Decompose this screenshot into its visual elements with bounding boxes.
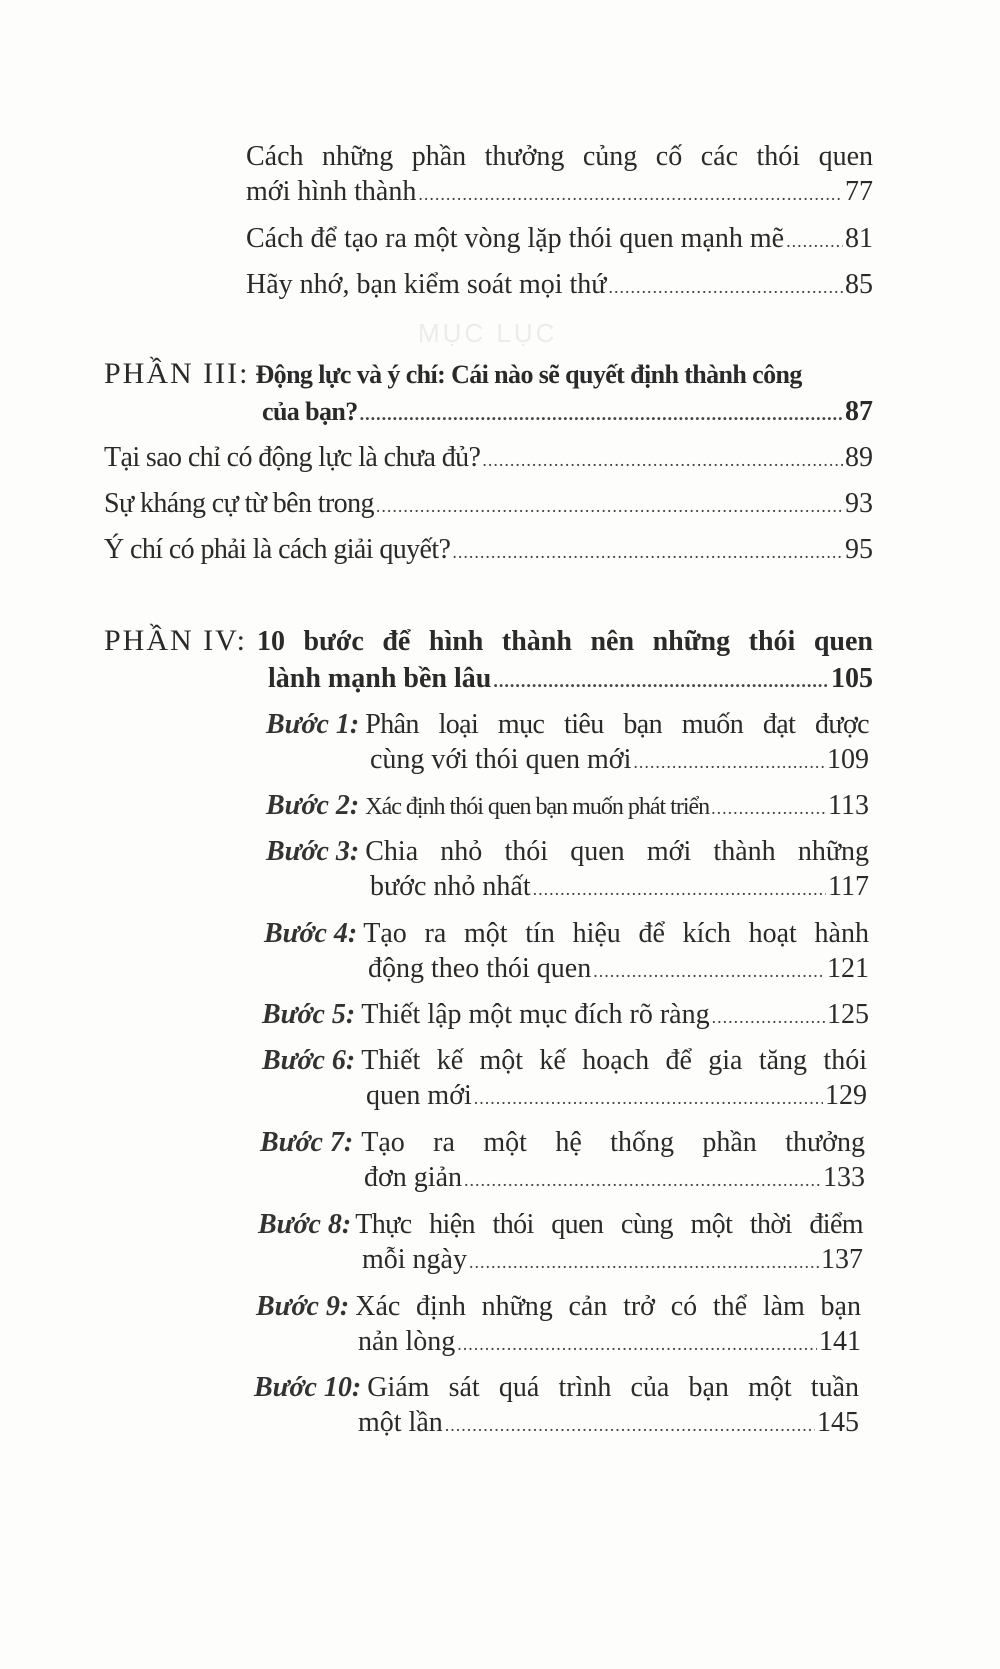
page-number: 81: [845, 223, 873, 254]
page-number: 85: [845, 269, 873, 300]
part4-heading-line2[interactable]: lành mạnh bền lâu ..... 105: [268, 662, 873, 698]
step-10[interactable]: Bước 10: Giám sát quá trình của bạn một tuần: [254, 1372, 859, 1403]
dot-leader: [533, 872, 826, 906]
dot-leader: [633, 745, 825, 779]
step-4[interactable]: Bước 4: Tạo ra một tín hiệu để kích hoạt hành: [264, 918, 869, 949]
step-8-line2[interactable]: mỗi ngày ..... 137: [362, 1243, 863, 1279]
part4-label: PHẦN IV:: [104, 624, 247, 657]
step-6-line2[interactable]: quen mới ..... 129: [366, 1079, 867, 1115]
step-1[interactable]: Bước 1: Phân loại mục tiêu bạn muốn đạt được: [266, 709, 869, 740]
page-number: 133: [823, 1162, 865, 1193]
part4-title: 10 bước để hình thành nên những thói quen: [256, 626, 873, 657]
bleed-through-heading: MỤC LỤC: [418, 318, 558, 348]
page-number: 113: [828, 790, 869, 821]
step-6-label: Bước 6:: [262, 1045, 356, 1076]
step-1-line2[interactable]: cùng với thói quen mới ..... 109: [370, 743, 869, 779]
toc-entry-resistance[interactable]: Sự kháng cự từ bên trong ..... 93: [104, 487, 873, 523]
part4-heading[interactable]: [104, 624, 873, 659]
step-4-label: Bước 4:: [264, 918, 358, 949]
dot-leader: [445, 1408, 815, 1442]
page-number: 141: [819, 1326, 861, 1357]
page-number: 95: [845, 534, 873, 565]
dot-leader: [593, 954, 825, 988]
step-6[interactable]: Bước 6: Thiết kế một kế hoạch để gia tăng thói: [262, 1045, 867, 1076]
page-number: 125: [827, 999, 869, 1030]
dot-leader: [418, 177, 843, 211]
step-9-line2[interactable]: nản lòng ..... 141: [358, 1325, 861, 1361]
step-3-label: Bước 3:: [266, 836, 360, 867]
step-7[interactable]: Bước 7: Tạo ra một hệ thống phần thưởng: [260, 1127, 865, 1158]
page-number: 137: [821, 1244, 863, 1275]
dot-leader: [474, 1081, 823, 1115]
page-number: 121: [827, 953, 869, 984]
toc-entry-rewards[interactable]: mới hình thành ..... 77: [246, 175, 873, 211]
step-10-label: Bước 10:: [254, 1372, 362, 1403]
step-7-label: Bước 7:: [260, 1127, 354, 1158]
dot-leader: [376, 489, 843, 523]
step-10-line2[interactable]: một lần ..... 145: [358, 1406, 859, 1442]
page-number: 129: [825, 1080, 867, 1111]
dot-leader: [469, 1245, 819, 1279]
dot-leader: [482, 443, 843, 477]
page-number: 145: [817, 1407, 859, 1438]
step-5-label: Bước 5:: [262, 999, 356, 1030]
step-8-label: Bước 8:: [258, 1209, 352, 1240]
step-3[interactable]: Bước 3: Chia nhỏ thói quen mới thành những: [266, 836, 869, 867]
page-number: 109: [827, 744, 869, 775]
toc-entry-rewards-line1: Cách những phần thưởng củng cố các thói quen: [246, 141, 873, 172]
page-number: 77: [845, 176, 873, 207]
page-number: 89: [845, 442, 873, 473]
dot-leader: [786, 224, 843, 258]
part3-heading-line2[interactable]: của bạn? ..... 87: [262, 395, 873, 431]
dot-leader: [452, 535, 843, 569]
step-3-line2[interactable]: bước nhỏ nhất ..... 117: [370, 870, 869, 906]
step-4-line2[interactable]: động theo thói quen ..... 121: [368, 952, 869, 988]
part3-title: Động lực và ý chí: Cái nào sẽ quyết định thành công: [255, 360, 802, 389]
step-1-label: Bước 1:: [266, 709, 360, 740]
page-number: 93: [845, 488, 873, 519]
step-2[interactable]: Bước 2: Xác định thói quen bạn muốn phát triển ..... 113: [266, 789, 869, 825]
dot-leader: [711, 791, 826, 825]
toc-entry-willpower[interactable]: Ý chí có phải là cách giải quyết? ..... 95: [104, 533, 873, 569]
toc-entry-motivation[interactable]: Tại sao chỉ có động lực là chưa đủ? ..... 89: [104, 441, 873, 477]
toc-entry-control[interactable]: Hãy nhớ, bạn kiểm soát mọi thứ ..... 85: [246, 268, 873, 304]
dot-leader: [464, 1163, 821, 1197]
page-number: 105: [831, 663, 873, 694]
step-8[interactable]: Bước 8: Thực hiện thói quen cùng một thời điểm: [258, 1209, 863, 1240]
page-number: 87: [845, 396, 873, 427]
toc-entry-habit-loop[interactable]: Cách để tạo ra một vòng lặp thói quen mạnh mẽ ..... 81: [246, 222, 873, 258]
step-9[interactable]: Bước 9: Xác định những cản trở có thể làm bạn: [256, 1291, 861, 1322]
part3-label: PHẦN III:: [104, 357, 250, 390]
step-7-line2[interactable]: đơn giản ..... 133: [364, 1161, 865, 1197]
step-5[interactable]: Bước 5: Thiết lập một mục đích rõ ràng ..... 125: [262, 998, 869, 1034]
part3-heading[interactable]: [104, 357, 873, 392]
step-2-label: Bước 2:: [266, 790, 360, 821]
page-number: 117: [828, 871, 869, 902]
step-9-label: Bước 9:: [256, 1291, 350, 1322]
dot-leader: [712, 1000, 825, 1034]
dot-leader: [360, 397, 843, 431]
dot-leader: [493, 664, 829, 698]
dot-leader: [457, 1327, 817, 1361]
dot-leader: [609, 270, 844, 304]
